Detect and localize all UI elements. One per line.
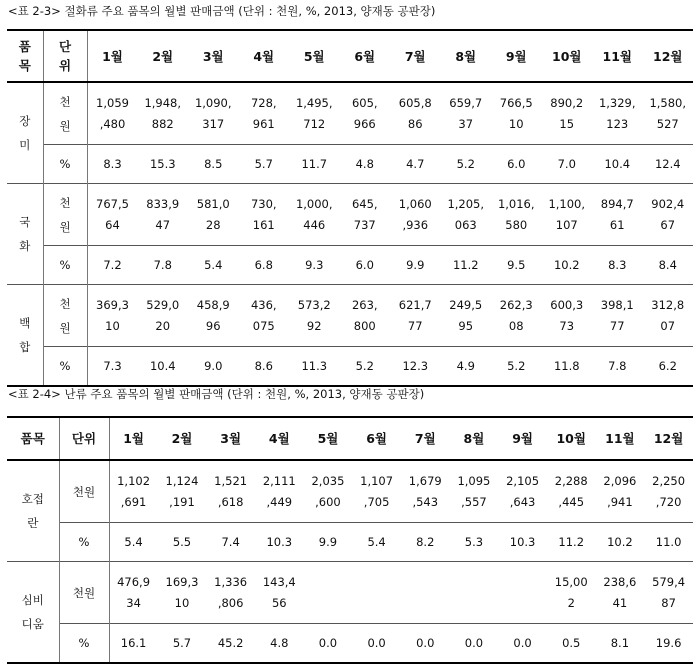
amount-cell: 1,100, 107 bbox=[542, 184, 593, 246]
amount-cell: 436, 075 bbox=[239, 285, 290, 347]
amount-cell: 1,580, 527 bbox=[643, 82, 694, 145]
amount-cell: 730, 161 bbox=[239, 184, 290, 246]
percent-cell: 5.4 bbox=[352, 523, 401, 562]
table2-caption: <표 2-4> 난류 주요 품목의 월별 판매금액 (단위 : 천원, %, 2013, 양재동 공판장) bbox=[8, 387, 425, 401]
header-unit: 단 위 bbox=[43, 30, 87, 82]
header-row bbox=[7, 30, 693, 82]
percent-cell: 10.3 bbox=[255, 523, 304, 562]
header-month: 10월 bbox=[547, 417, 596, 460]
amount-cell: 312,8 07 bbox=[643, 285, 694, 347]
amount-cell: 579,4 87 bbox=[644, 562, 693, 624]
table-row bbox=[7, 347, 693, 387]
amount-cell: 766,5 10 bbox=[491, 82, 542, 145]
percent-cell: 5.2 bbox=[441, 145, 492, 184]
percent-cell: 4.8 bbox=[255, 624, 304, 664]
percent-cell: 9.3 bbox=[289, 246, 340, 285]
table-row bbox=[7, 460, 693, 523]
unit-cell: % bbox=[43, 246, 87, 285]
amount-cell: 645, 737 bbox=[340, 184, 391, 246]
unit-cell: % bbox=[59, 624, 109, 664]
amount-cell: 767,5 64 bbox=[87, 184, 138, 246]
header-month: 3월 bbox=[188, 30, 239, 82]
rose-chrysanthemum-lily-sales-table bbox=[7, 29, 693, 387]
amount-cell: 573,2 92 bbox=[289, 285, 340, 347]
percent-cell: 19.6 bbox=[644, 624, 693, 664]
header-item: 품목 bbox=[7, 417, 59, 460]
percent-cell: 4.9 bbox=[441, 347, 492, 387]
amount-cell bbox=[450, 562, 499, 624]
percent-cell: 7.2 bbox=[87, 246, 138, 285]
header-month: 12월 bbox=[643, 30, 694, 82]
amount-cell: 1,059 ,480 bbox=[87, 82, 138, 145]
percent-cell: 15.3 bbox=[138, 145, 189, 184]
orchid-sales-table bbox=[7, 416, 693, 664]
percent-cell: 8.4 bbox=[643, 246, 694, 285]
amount-cell: 890,2 15 bbox=[542, 82, 593, 145]
amount-cell: 262,3 08 bbox=[491, 285, 542, 347]
header-month: 9월 bbox=[498, 417, 547, 460]
percent-cell: 8.2 bbox=[401, 523, 450, 562]
percent-cell: 8.6 bbox=[239, 347, 290, 387]
percent-cell: 11.3 bbox=[289, 347, 340, 387]
percent-cell: 5.3 bbox=[450, 523, 499, 562]
header-month: 2월 bbox=[158, 417, 207, 460]
header-month: 11월 bbox=[596, 417, 645, 460]
amount-cell: 2,035 ,600 bbox=[304, 460, 353, 523]
amount-cell bbox=[498, 562, 547, 624]
percent-cell: 7.8 bbox=[592, 347, 643, 387]
percent-cell: 10.2 bbox=[542, 246, 593, 285]
amount-cell: 728, 961 bbox=[239, 82, 290, 145]
percent-cell: 6.0 bbox=[340, 246, 391, 285]
header-month: 9월 bbox=[491, 30, 542, 82]
amount-cell: 894,7 61 bbox=[592, 184, 643, 246]
percent-cell: 9.9 bbox=[390, 246, 441, 285]
amount-cell: 605, 966 bbox=[340, 82, 391, 145]
amount-cell: 1,095 ,557 bbox=[450, 460, 499, 523]
percent-cell: 45.2 bbox=[206, 624, 255, 664]
header-month: 6월 bbox=[340, 30, 391, 82]
percent-cell: 8.3 bbox=[592, 246, 643, 285]
percent-cell: 0.5 bbox=[547, 624, 596, 664]
table-row bbox=[7, 184, 693, 246]
header-row bbox=[7, 417, 693, 460]
unit-cell: 천원 bbox=[59, 460, 109, 523]
percent-cell: 0.0 bbox=[401, 624, 450, 664]
amount-cell: 1,329, 123 bbox=[592, 82, 643, 145]
header-month: 8월 bbox=[441, 30, 492, 82]
amount-cell: 2,105 ,643 bbox=[498, 460, 547, 523]
amount-cell: 1,107 ,705 bbox=[352, 460, 401, 523]
table1-caption: <표 2-3> 절화류 주요 품목의 월별 판매금액 (단위 : 천원, %, 2013, 양재동 공판장) bbox=[8, 4, 436, 18]
percent-cell: 9.5 bbox=[491, 246, 542, 285]
amount-cell: 143,4 56 bbox=[255, 562, 304, 624]
percent-cell: 0.0 bbox=[498, 624, 547, 664]
amount-cell: 1,000, 446 bbox=[289, 184, 340, 246]
percent-cell: 0.0 bbox=[352, 624, 401, 664]
percent-cell: 11.2 bbox=[441, 246, 492, 285]
amount-cell: 476,9 34 bbox=[109, 562, 158, 624]
amount-cell: 263, 800 bbox=[340, 285, 391, 347]
unit-cell: 천원 bbox=[59, 562, 109, 624]
percent-cell: 5.2 bbox=[491, 347, 542, 387]
amount-cell: 581,0 28 bbox=[188, 184, 239, 246]
amount-cell: 621,7 77 bbox=[390, 285, 441, 347]
unit-cell: 천 원 bbox=[43, 82, 87, 145]
unit-cell: % bbox=[43, 347, 87, 387]
percent-cell: 10.2 bbox=[596, 523, 645, 562]
amount-cell: 659,7 37 bbox=[441, 82, 492, 145]
amount-cell: 1,102 ,691 bbox=[109, 460, 158, 523]
percent-cell: 12.3 bbox=[390, 347, 441, 387]
header-item: 품 목 bbox=[7, 30, 43, 82]
percent-cell: 5.2 bbox=[340, 347, 391, 387]
header-month: 1월 bbox=[87, 30, 138, 82]
amount-cell: 1,205, 063 bbox=[441, 184, 492, 246]
header-month: 5월 bbox=[289, 30, 340, 82]
header-month: 11월 bbox=[592, 30, 643, 82]
amount-cell: 1,679 ,543 bbox=[401, 460, 450, 523]
header-month: 5월 bbox=[304, 417, 353, 460]
percent-cell: 6.0 bbox=[491, 145, 542, 184]
percent-cell: 9.9 bbox=[304, 523, 353, 562]
header-month: 3월 bbox=[206, 417, 255, 460]
percent-cell: 12.4 bbox=[643, 145, 694, 184]
percent-cell: 5.5 bbox=[158, 523, 207, 562]
percent-cell: 7.4 bbox=[206, 523, 255, 562]
percent-cell: 6.8 bbox=[239, 246, 290, 285]
unit-cell: % bbox=[59, 523, 109, 562]
table-row bbox=[7, 523, 693, 562]
amount-cell: 2,096 ,941 bbox=[596, 460, 645, 523]
header-month: 12월 bbox=[644, 417, 693, 460]
percent-cell: 5.4 bbox=[188, 246, 239, 285]
percent-cell: 8.5 bbox=[188, 145, 239, 184]
amount-cell bbox=[352, 562, 401, 624]
item-name: 심비 디움 bbox=[7, 562, 59, 664]
table-row bbox=[7, 145, 693, 184]
amount-cell: 169,3 10 bbox=[158, 562, 207, 624]
table-row bbox=[7, 624, 693, 664]
header-month: 7월 bbox=[401, 417, 450, 460]
amount-cell: 1,060 ,936 bbox=[390, 184, 441, 246]
amount-cell: 2,288 ,445 bbox=[547, 460, 596, 523]
percent-cell: 11.0 bbox=[644, 523, 693, 562]
item-name: 장 미 bbox=[7, 82, 43, 184]
table-row bbox=[7, 285, 693, 347]
percent-cell: 16.1 bbox=[109, 624, 158, 664]
unit-cell: 천 원 bbox=[43, 285, 87, 347]
header-month: 2월 bbox=[138, 30, 189, 82]
percent-cell: 0.0 bbox=[450, 624, 499, 664]
percent-cell: 4.8 bbox=[340, 145, 391, 184]
amount-cell: 398,1 77 bbox=[592, 285, 643, 347]
header-month: 10월 bbox=[542, 30, 593, 82]
amount-cell: 1,336 ,806 bbox=[206, 562, 255, 624]
percent-cell: 10.3 bbox=[498, 523, 547, 562]
amount-cell: 1,495, 712 bbox=[289, 82, 340, 145]
table-row bbox=[7, 562, 693, 624]
item-name: 백 합 bbox=[7, 285, 43, 387]
header-month: 8월 bbox=[450, 417, 499, 460]
amount-cell: 458,9 96 bbox=[188, 285, 239, 347]
header-month: 1월 bbox=[109, 417, 158, 460]
amount-cell: 369,3 10 bbox=[87, 285, 138, 347]
percent-cell: 5.7 bbox=[158, 624, 207, 664]
percent-cell: 5.4 bbox=[109, 523, 158, 562]
item-name: 국 화 bbox=[7, 184, 43, 285]
amount-cell: 2,111 ,449 bbox=[255, 460, 304, 523]
amount-cell: 605,8 86 bbox=[390, 82, 441, 145]
percent-cell: 10.4 bbox=[138, 347, 189, 387]
table-row bbox=[7, 246, 693, 285]
percent-cell: 4.7 bbox=[390, 145, 441, 184]
amount-cell: 15,00 2 bbox=[547, 562, 596, 624]
amount-cell: 1,948, 882 bbox=[138, 82, 189, 145]
amount-cell bbox=[401, 562, 450, 624]
unit-cell: % bbox=[43, 145, 87, 184]
header-unit: 단위 bbox=[59, 417, 109, 460]
amount-cell: 1,016, 580 bbox=[491, 184, 542, 246]
header-month: 7월 bbox=[390, 30, 441, 82]
percent-cell: 8.1 bbox=[596, 624, 645, 664]
percent-cell: 11.7 bbox=[289, 145, 340, 184]
percent-cell: 0.0 bbox=[304, 624, 353, 664]
percent-cell: 11.8 bbox=[542, 347, 593, 387]
header-month: 4월 bbox=[239, 30, 290, 82]
amount-cell: 1,521 ,618 bbox=[206, 460, 255, 523]
amount-cell: 1,124 ,191 bbox=[158, 460, 207, 523]
unit-cell: 천 원 bbox=[43, 184, 87, 246]
percent-cell: 10.4 bbox=[592, 145, 643, 184]
header-month: 6월 bbox=[352, 417, 401, 460]
header-month: 4월 bbox=[255, 417, 304, 460]
table-row bbox=[7, 82, 693, 145]
item-name: 호접 란 bbox=[7, 460, 59, 562]
amount-cell: 1,090, 317 bbox=[188, 82, 239, 145]
amount-cell: 238,6 41 bbox=[596, 562, 645, 624]
percent-cell: 7.0 bbox=[542, 145, 593, 184]
percent-cell: 9.0 bbox=[188, 347, 239, 387]
amount-cell: 600,3 73 bbox=[542, 285, 593, 347]
percent-cell: 8.3 bbox=[87, 145, 138, 184]
amount-cell: 249,5 95 bbox=[441, 285, 492, 347]
percent-cell: 7.8 bbox=[138, 246, 189, 285]
amount-cell: 2,250 ,720 bbox=[644, 460, 693, 523]
percent-cell: 11.2 bbox=[547, 523, 596, 562]
amount-cell: 833,9 47 bbox=[138, 184, 189, 246]
percent-cell: 6.2 bbox=[643, 347, 694, 387]
amount-cell: 902,4 67 bbox=[643, 184, 694, 246]
percent-cell: 7.3 bbox=[87, 347, 138, 387]
amount-cell bbox=[304, 562, 353, 624]
percent-cell: 5.7 bbox=[239, 145, 290, 184]
amount-cell: 529,0 20 bbox=[138, 285, 189, 347]
